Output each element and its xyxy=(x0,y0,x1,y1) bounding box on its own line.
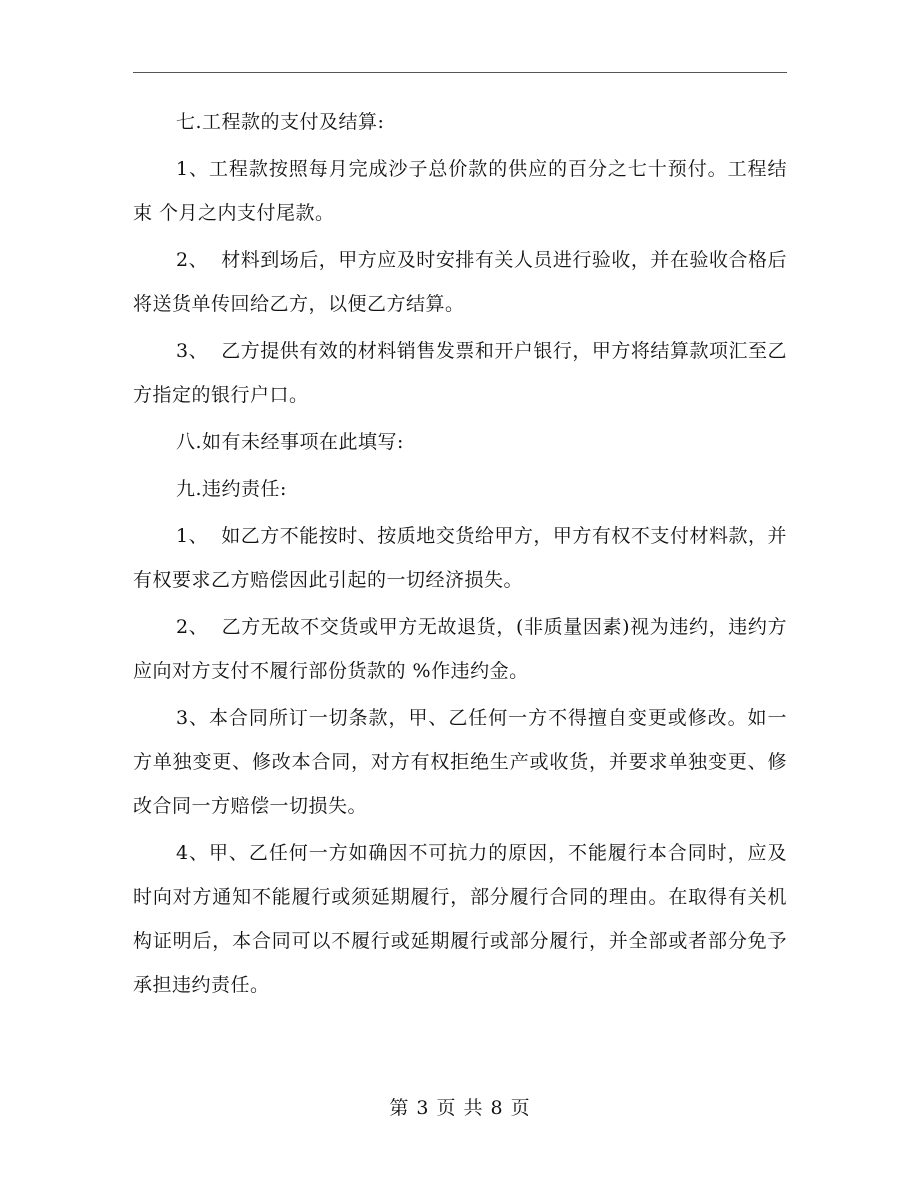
page-number: 第 3 页 共 8 页 xyxy=(389,1097,531,1119)
paragraph-liability-1: 1、 如乙方不能按时、按质地交货给甲方，甲方有权不支付材料款，并有权要求乙方赔偿因此引起的一切经济损失。 xyxy=(133,525,787,591)
paragraph-payment-3: 3、 乙方提供有效的材料销售发票和开户银行，甲方将结算款项汇至乙方指定的银行户口。 xyxy=(133,340,787,406)
section-heading-liability: 九.违约责任: xyxy=(176,478,287,500)
document-body xyxy=(133,100,787,1010)
section-heading-other: 八.如有未经事项在此填写: xyxy=(176,431,404,453)
paragraph-liability-2: 2、 乙方无故不交货或甲方无故退货，(非质量因素)视为违约，违约方应向对方支付不履行部份货款的 %作违约金。 xyxy=(133,616,787,682)
paragraph-payment-2: 2、 材料到场后，甲方应及时安排有关人员进行验收，并在验收合格后将送货单传回给乙方，以便乙方结算。 xyxy=(133,249,787,315)
paragraph-payment-1: 1、工程款按照每月完成沙子总价款的供应的百分之七十预付。工程结束 个月之内支付尾款。 xyxy=(133,158,787,224)
paragraph-liability-3: 3、本合同所订一切条款，甲、乙任何一方不得擅自变更或修改。如一方单独变更、修改本合同，对方有权拒绝生产或收货，并要求单独变更、修改合同一方赔偿一切损失。 xyxy=(133,707,787,817)
paragraph-liability-4: 4、甲、乙任何一方如确因不可抗力的原因，不能履行本合同时，应及时向对方通知不能履行或须延期履行，部分履行合同的理由。在取得有关机构证明后，本合同可以不履行或延期履行或部分履行，并全部或者部分免予承担违约责任。 xyxy=(133,842,787,996)
header-divider xyxy=(133,72,787,73)
section-heading-payment: 七.工程款的支付及结算: xyxy=(176,111,385,133)
